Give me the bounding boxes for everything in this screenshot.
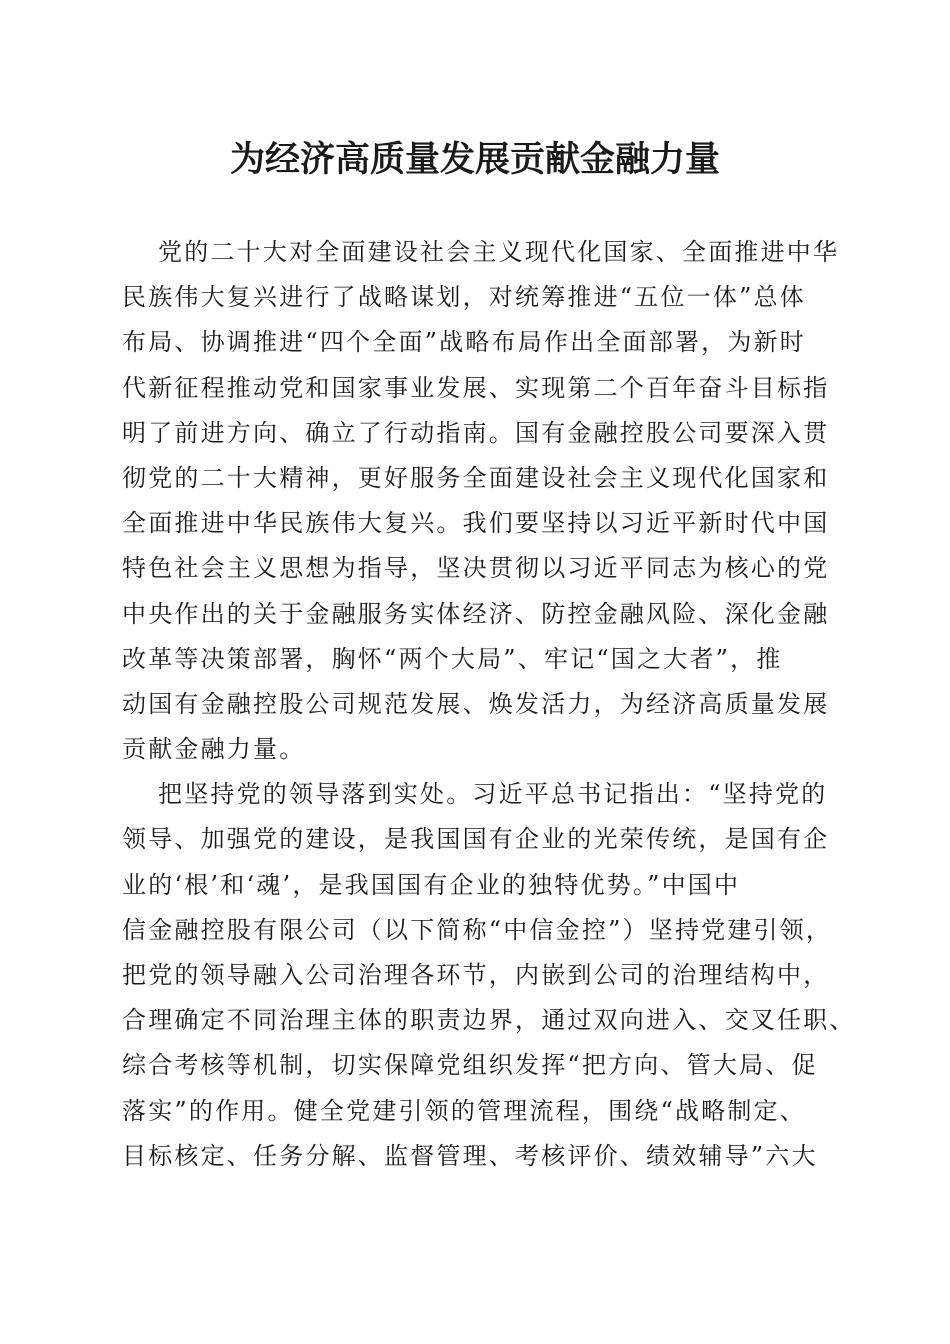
paragraph-1-line-10: 改革等决策部署，胸怀“两个大局”、牢记“国之大者”，推 [122, 644, 783, 673]
paragraph-2-line-7: 综合考核等机制，切实保障党组织发挥“把方向、管大局、促 [122, 1051, 818, 1080]
paragraph-2-line-2: 领导、加强党的建设，是我国国有企业的光荣传统，是国有企 [122, 825, 830, 854]
paragraph-1-line-4: 代新征程推动党和国家事业发展、实现第二个百年奋斗目标指 [122, 373, 830, 402]
paragraph-2-line-1: 把坚持党的领导落到实处。习近平总书记指出：“坚持党的 [158, 780, 828, 809]
paragraph-1-line-5: 明了前进方向、确立了行动指南。国有金融控股公司要深入贯 [122, 418, 830, 447]
paragraph-2-line-9: 目标核定、任务分解、监督管理、考核评价、绩效辅导”六大 [122, 1141, 818, 1170]
paragraph-1-line-3: 布局、协调推进“四个全面”战略布局作出全面部署，为新时 [122, 328, 806, 357]
paragraph-1-line-7: 全面推进中华民族伟大复兴。我们要坚持以习近平新时代中国 [122, 509, 830, 538]
paragraph-1-line-8: 特色社会主义思想为指导，坚决贯彻以习近平同志为核心的党 [122, 554, 830, 583]
paragraph-1-line-9: 中央作出的关于金融服务实体经济、防控金融风险、深化金融 [122, 599, 830, 628]
document-body [122, 230, 856, 1179]
paragraph-1-line-6: 彻党的二十大精神，更好服务全面建设社会主义现代化国家和 [122, 463, 830, 492]
paragraph-2-line-6: 合理确定不同治理主体的职责边界，通过双向进入、交叉任职、 [122, 1006, 856, 1035]
paragraph-1-line-2: 民族伟大复兴进行了战略谋划，对统筹推进“五位一体”总体 [122, 283, 806, 312]
document-title: 为经济高质量发展贡献金融力量 [229, 139, 720, 180]
paragraph-1-line-1: 党的二十大对全面建设社会主义现代化国家、全面推进中华 [158, 238, 840, 266]
paragraph-2-line-8: 落实”的作用。健全党建引领的管理流程，围绕“战略制定、 [122, 1096, 806, 1125]
paragraph-1-line-12: 贡献金融力量。 [122, 735, 306, 764]
paragraph-2-line-4: 信金融控股有限公司（以下简称“中信金控”）坚持党建引领， [122, 915, 833, 944]
paragraph-2-line-5: 把党的领导融入公司治理各环节，内嵌到公司的治理结构中， [122, 961, 830, 989]
paragraph-1-line-11: 动国有金融控股公司规范发展、焕发活力，为经济高质量发展 [122, 689, 830, 718]
paragraph-2-line-3: 业的‘根’和‘魂’，是我国国有企业的独特优势。”中国中 [122, 870, 741, 899]
